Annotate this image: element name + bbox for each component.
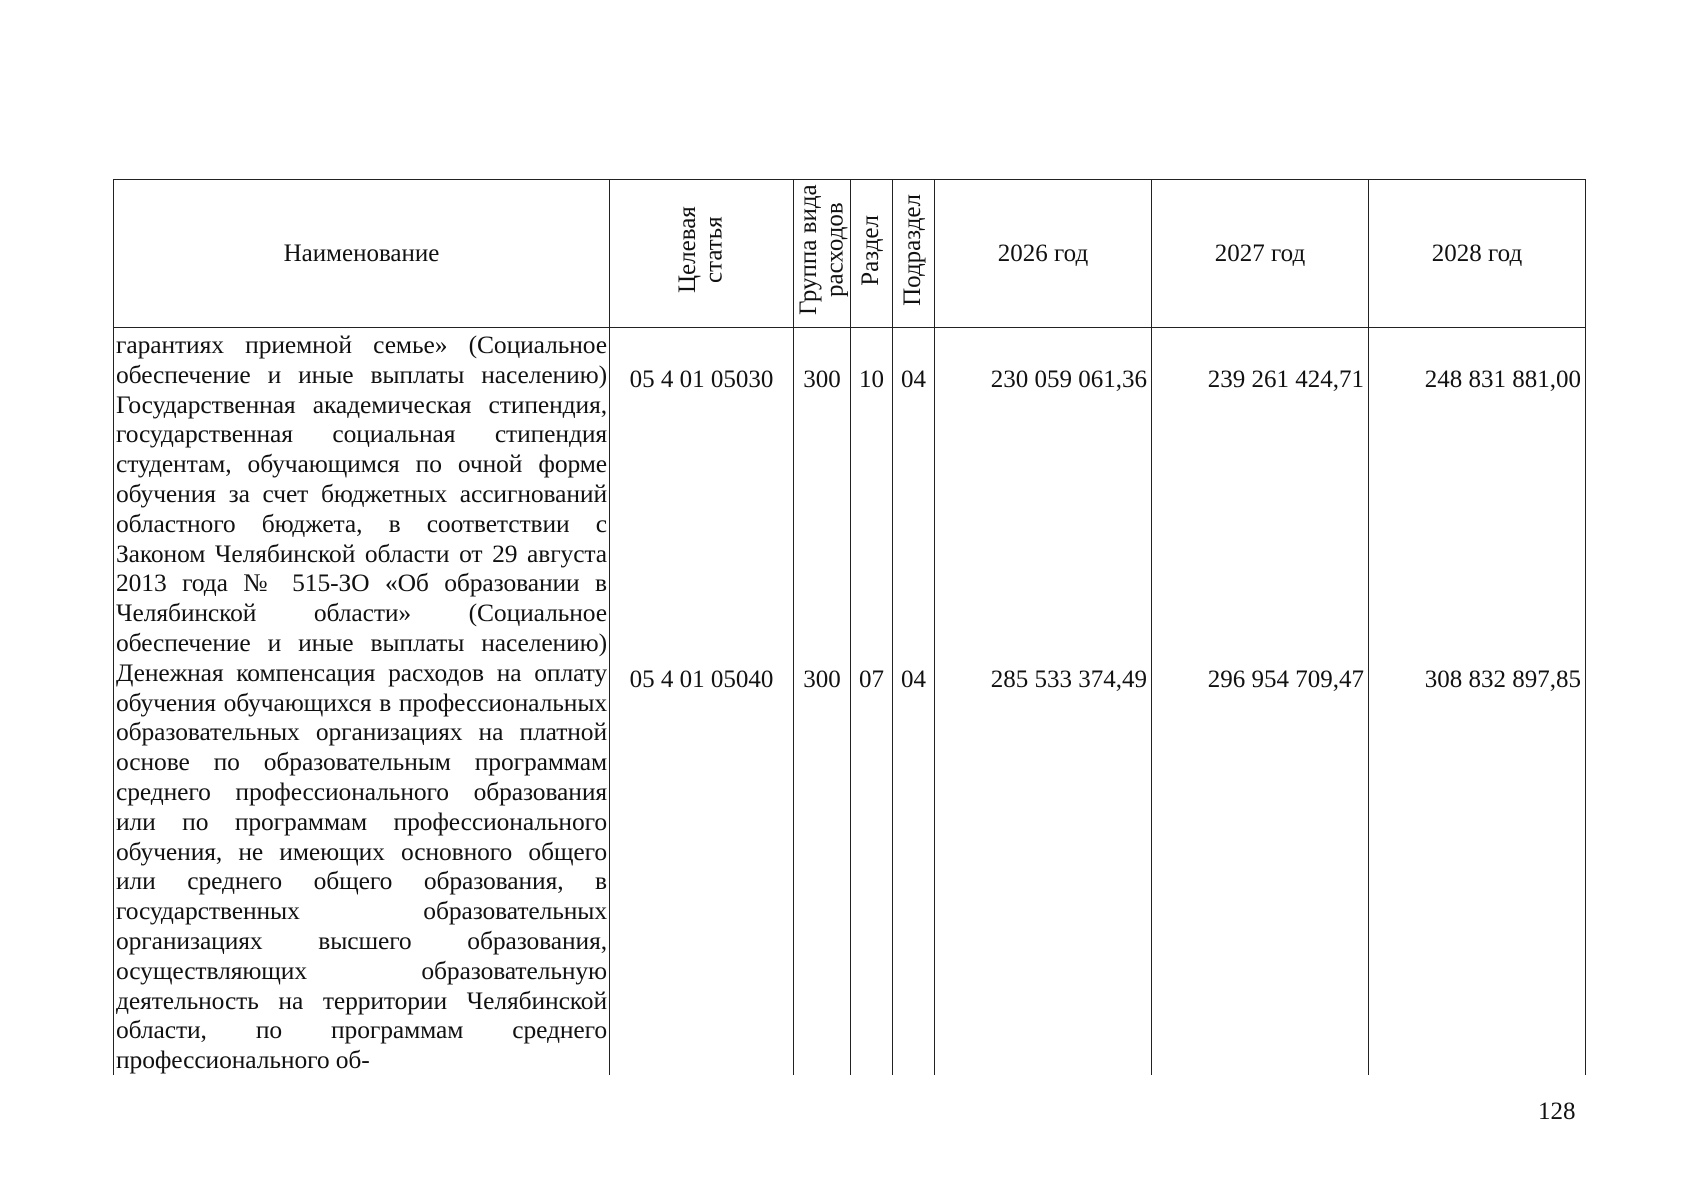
header-year-2027-label: 2027 год	[1214, 239, 1306, 267]
expense-group-row-1: 300	[803, 366, 841, 393]
header-section	[851, 180, 893, 328]
page-number: 128	[1538, 1098, 1576, 1125]
table-header-row	[114, 180, 1586, 328]
year-2026-row-2: 285 533 374,49	[990, 666, 1147, 693]
table-row	[114, 328, 1586, 1075]
year-2026-row-1: 230 059 061,36	[990, 366, 1147, 393]
header-subsection-label: Подраздел	[899, 194, 927, 306]
subsection-cell	[893, 328, 935, 1075]
expense-group-cell	[794, 328, 851, 1075]
section-row-2: 07	[859, 666, 884, 693]
header-year-2028	[1369, 180, 1586, 328]
subsection-row-2: 04	[901, 666, 926, 693]
header-subsection	[893, 180, 935, 328]
year-2028-cell	[1369, 328, 1586, 1075]
budget-table	[113, 179, 1586, 1075]
header-name	[114, 180, 610, 328]
header-expense-group	[794, 180, 851, 328]
subsection-row-1: 04	[901, 366, 926, 393]
header-name-label: Наименование	[283, 239, 440, 267]
year-2027-row-2: 296 954 709,47	[1207, 666, 1364, 693]
header-target-article	[610, 180, 794, 328]
header-target-article-label: Целевая статья	[674, 206, 728, 294]
year-2027-row-1: 239 261 424,71	[1207, 366, 1364, 393]
year-2027-cell	[1152, 328, 1369, 1075]
header-expense-group-label: Группа вида расходов	[794, 184, 848, 316]
name-cell	[114, 328, 610, 1075]
name-text: гарантиях приемной семье» (Социальное обеспечение и иные выплаты населению) Государственная академическая стипендия, государственная социальная стипендия студентам, обучающимся по очной форме обучения за счет бюджетных ассигнований областного бюджета, в соответствии с Законом Челябинской области от 29 августа 2013 года № 515-ЗО «Об образовании в Челябинской области» (Социальное обеспечение и иные выплаты населению) Денежная компенсация расходов на оплату обучения обучающихся в профессиональных образовательных организациях на платной основе по образовательным программам среднего профессионального образования или по программам профессионального обучения, не имеющих основного общего или среднего общего образования, в государственных образовательных организациях высшего образования, осуществляющих образовательную деятельность на территории Челябинской области, по программам среднего профессионального об-	[116, 330, 607, 1075]
target-article-cell	[610, 328, 794, 1075]
header-year-2026-label: 2026 год	[997, 239, 1089, 267]
target-article-row-2: 05 4 01 05040	[629, 666, 774, 693]
header-year-2027	[1152, 180, 1369, 328]
header-year-2026	[935, 180, 1152, 328]
header-year-2028-label: 2028 год	[1431, 239, 1523, 267]
header-section-label: Раздел	[857, 214, 885, 286]
target-article-row-1: 05 4 01 05030	[629, 366, 774, 393]
section-cell	[851, 328, 893, 1075]
expense-group-row-2: 300	[803, 666, 841, 693]
year-2026-cell	[935, 328, 1152, 1075]
year-2028-row-2: 308 832 897,85	[1424, 666, 1581, 693]
section-row-1: 10	[859, 366, 884, 393]
year-2028-row-1: 248 831 881,00	[1424, 366, 1581, 393]
